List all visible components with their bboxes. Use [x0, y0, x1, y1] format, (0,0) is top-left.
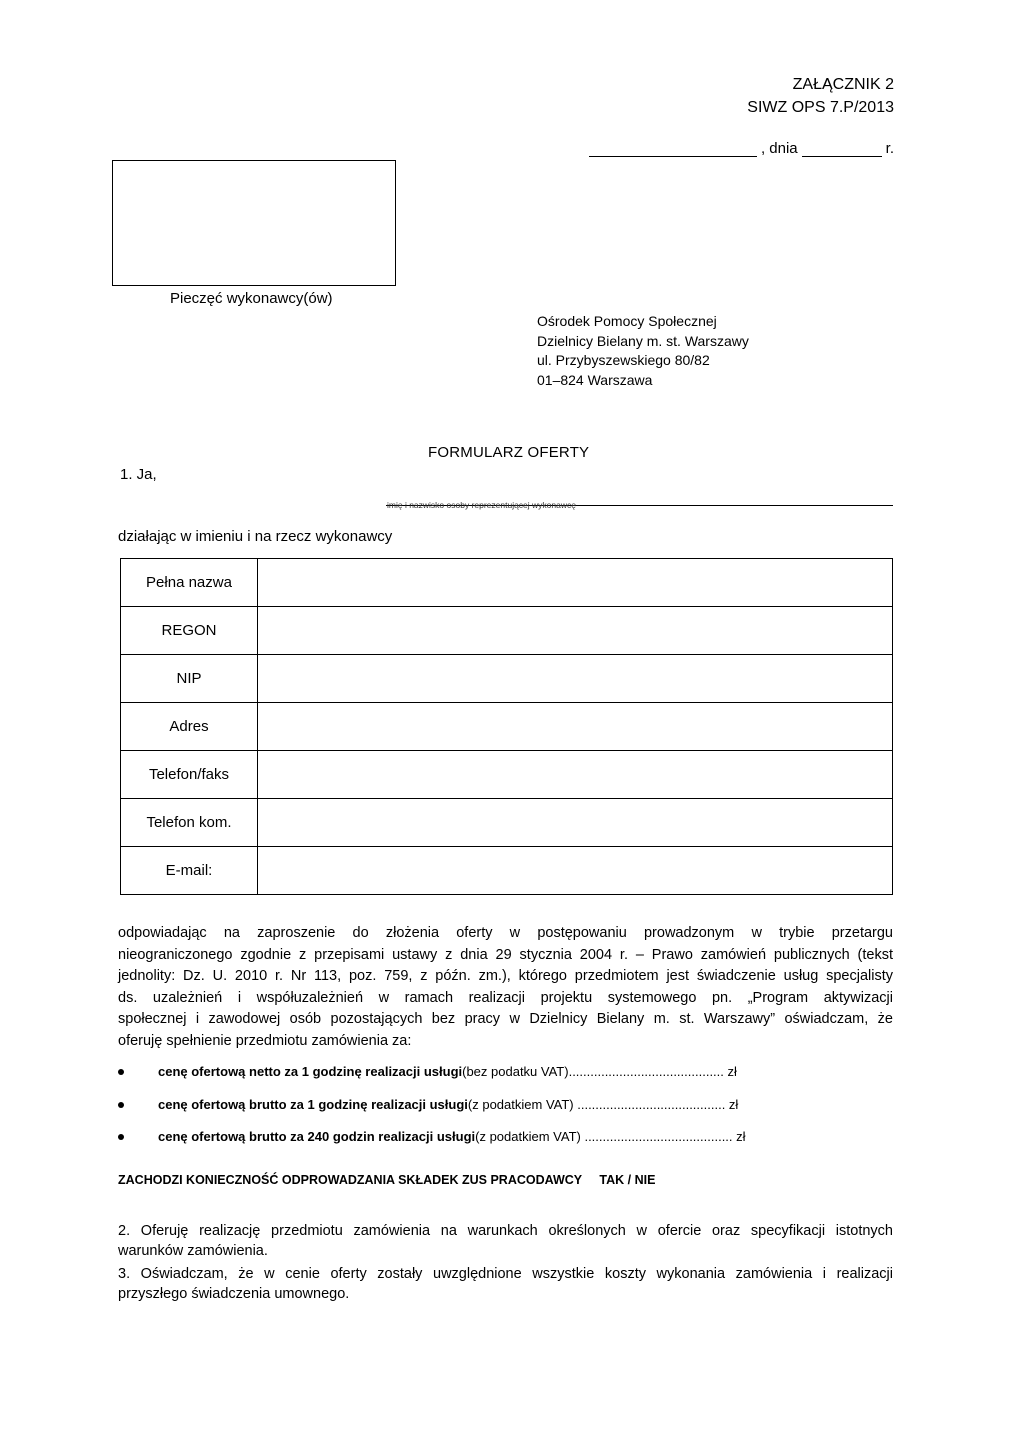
field-label: E-mail:: [121, 847, 258, 895]
price-label: cenę ofertową netto za 1 godzinę realizacji usługi: [158, 1064, 463, 1079]
price-item-gross-total: [118, 1129, 746, 1144]
recipient-line: Ośrodek Pomocy Społecznej: [537, 313, 717, 329]
annex-label: ZAŁĄCZNIK 2: [792, 76, 894, 93]
bullet-icon: [118, 1134, 124, 1140]
representative-caption: imię i nazwisko osoby reprezentującej wykonawcę: [387, 500, 576, 510]
field-value-email[interactable]: [258, 847, 893, 895]
item-line: 2. Oferuję realizację przedmiotu zamówienia na warunkach określonych w ofercie oraz specyfikacji istotnych: [118, 1223, 893, 1239]
field-value-mobile[interactable]: [258, 799, 893, 847]
item-line: przyszłego świadczenia umownego.: [118, 1286, 350, 1302]
price-label: cenę ofertową brutto za 1 godzinę realizacji usługi: [158, 1097, 468, 1112]
price-label: cenę ofertową brutto za 240 godzin realizacji usługi: [158, 1129, 476, 1144]
field-label: REGON: [121, 607, 258, 655]
paragraph-line: oferuję spełnienie przedmiotu zamówienia za:: [118, 1032, 412, 1049]
date-separator: , dnia: [760, 140, 798, 157]
paragraph-line: jednolity: Dz. U. 2010 r. Nr 113, poz. 759, z późn. zm.), którego przedmiotem jest świadczenie usług specjalisty: [118, 968, 893, 984]
item-2: [118, 1221, 893, 1261]
field-label: Pełna nazwa: [121, 559, 258, 607]
field-label: Adres: [121, 703, 258, 751]
table-row: [121, 847, 893, 895]
stamp-label: Pieczęć wykonawcy(ów): [170, 290, 333, 307]
date-blank[interactable]: [802, 142, 882, 157]
form-title: FORMULARZ OFERTY: [428, 444, 590, 461]
zus-text: ZACHODZI KONIECZNOŚĆ ODPROWADZANIA SKŁADEK ZUS PRACODAWCY: [118, 1173, 582, 1187]
table-row: [121, 559, 893, 607]
item-3: [118, 1264, 893, 1304]
field-value-regon[interactable]: [258, 607, 893, 655]
table-row: [121, 607, 893, 655]
bullet-icon: [118, 1102, 124, 1108]
field-label: Telefon/faks: [121, 751, 258, 799]
zus-statement: [118, 1173, 655, 1187]
bullet-icon: [118, 1069, 124, 1075]
price-blank[interactable]: (z podatkiem VAT) ......................................... zł: [467, 1097, 739, 1112]
table-row: [121, 703, 893, 751]
item-line: warunków zamówienia.: [118, 1243, 268, 1259]
table-row: [121, 751, 893, 799]
recipient-address: [537, 312, 749, 390]
paragraph-line: społecznej i zawodowej osób pozostających bez pracy w Dzielnicy Bielany m. st. Warszawy” oświadczam, że: [118, 1011, 893, 1027]
date-suffix: r.: [885, 140, 894, 157]
recipient-line: Dzielnicy Bielany m. st. Warszawy: [537, 332, 749, 349]
item-line: 3. Oświadczam, że w cenie oferty zostały uwzględnione wszystkie koszty wykonania zamówienia i realizacji: [118, 1266, 893, 1282]
table-row: [121, 655, 893, 703]
stamp-box: [112, 160, 396, 286]
acting-on-behalf: działając w imieniu i na rzecz wykonawcy: [118, 528, 393, 545]
paragraph-line: ds. uzależnień i współuzależnień w ramach realizacji projektu systemowego pn. „Program aktywizacji: [118, 989, 893, 1006]
offer-paragraph: [118, 923, 893, 1052]
zus-options[interactable]: TAK / NIE: [599, 1173, 656, 1187]
reference-number: SIWZ OPS 7.P/2013: [747, 99, 894, 116]
paragraph-line: nieograniczonego zgodnie z przepisami ustawy z dnia 29 stycznia 2004 r. – Prawo zamówień publicznych (tekst: [118, 946, 893, 963]
paragraph-line: odpowiadając na zaproszenie do złożenia oferty w postępowaniu prowadzonym w trybie przetargu: [118, 925, 893, 941]
recipient-line: 01–824 Warszawa: [537, 371, 653, 388]
field-value-address[interactable]: [258, 703, 893, 751]
field-label: NIP: [121, 655, 258, 703]
field-value-phone-fax[interactable]: [258, 751, 893, 799]
price-blank[interactable]: (z podatkiem VAT) ......................................... zł: [475, 1129, 746, 1144]
field-value-nip[interactable]: [258, 655, 893, 703]
price-blank[interactable]: (bez podatku VAT)........................................... zł: [462, 1064, 737, 1079]
price-item-net: [118, 1064, 737, 1079]
date-line: [589, 140, 894, 157]
recipient-line: ul. Przybyszewskiego 80/82: [537, 352, 710, 368]
field-label: Telefon kom.: [121, 799, 258, 847]
place-blank[interactable]: [589, 142, 757, 157]
intro-ja: 1. Ja,: [120, 466, 157, 483]
table-row: [121, 799, 893, 847]
field-value-full-name[interactable]: [258, 559, 893, 607]
contractor-details-table: [120, 558, 893, 895]
price-item-gross-hour: [118, 1097, 738, 1112]
